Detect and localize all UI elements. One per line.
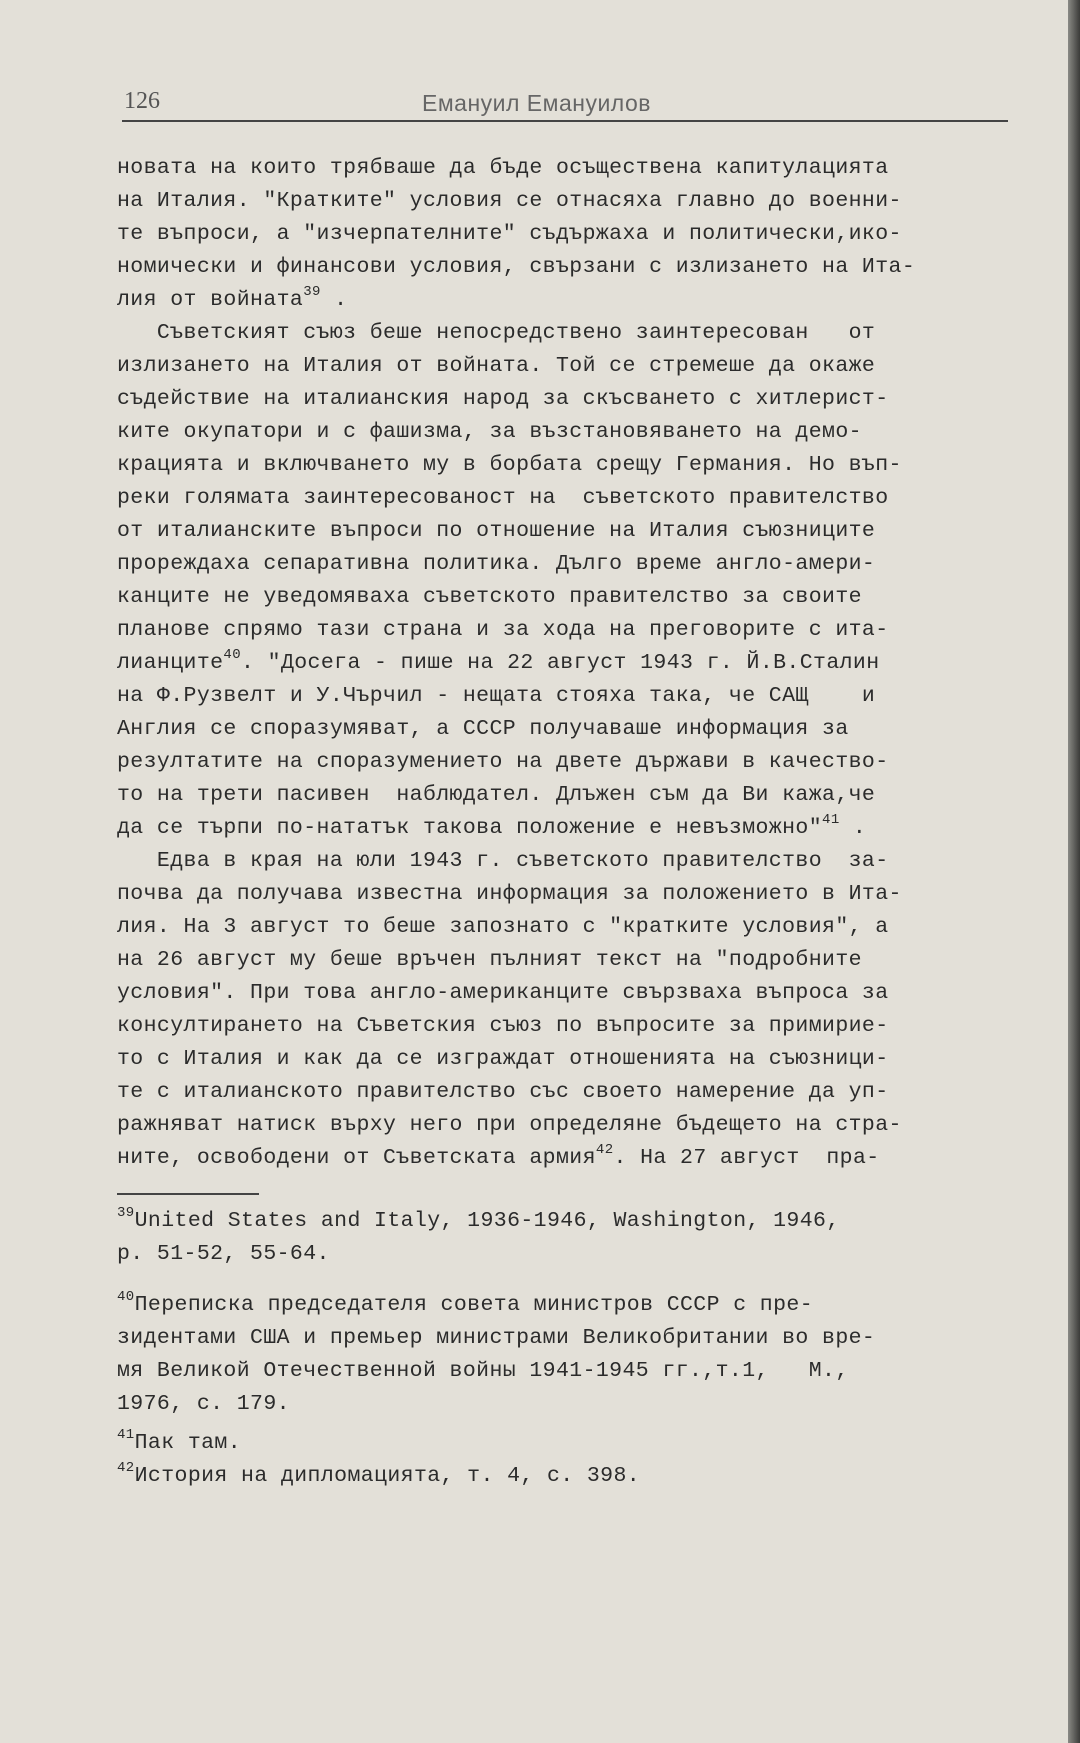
footnote-number: 40 bbox=[117, 1289, 135, 1305]
text-line: условия". При това англо-американците свързваха въпроса за bbox=[117, 981, 889, 1005]
footnote-number: 41 bbox=[117, 1427, 135, 1443]
footnote-text: Переписка председателя совета министров СССР с пре- bbox=[134, 1293, 814, 1317]
text-line: те въпроси, а "изчерпателните" съдържаха и политически,ико- bbox=[117, 222, 902, 246]
text-segment: . bbox=[839, 816, 867, 840]
text-line: крацията и включването му в борбата срещу Германия. Но въп- bbox=[117, 453, 902, 477]
text-line: резултатите на споразумението на двете държави в качество- bbox=[117, 750, 889, 774]
footnotes bbox=[117, 1205, 1017, 1493]
text-line: реки голямата заинтересованост на съветското правителство bbox=[117, 486, 889, 510]
text-line: Едва в края на юли 1943 г. съветското правителство за- bbox=[117, 849, 889, 873]
footnote-text: p. 51-52, 55-64. bbox=[117, 1242, 330, 1266]
footnote-39 bbox=[117, 1205, 1017, 1238]
text-line: излизането на Италия от войната. Той се стремеше да окаже bbox=[117, 354, 876, 378]
running-title: Емануил Емануилов bbox=[422, 90, 651, 116]
footnote-text: мя Великой Отечественной войны 1941-1945 гг.,т.1, М., bbox=[117, 1359, 849, 1383]
footnote-text: зидентами США и премьер министрами Великобритании во вре- bbox=[117, 1326, 876, 1350]
text-line: новата на които трябваше да бъде осъществена капитулацията bbox=[117, 156, 889, 180]
text-line: от италианските въпроси по отношение на Италия съюзниците bbox=[117, 519, 876, 543]
text-line: консултирането на Съветския съюз по въпросите за примирие- bbox=[117, 1014, 889, 1038]
footnote-text: История на дипломацията, т. 4, с. 398. bbox=[134, 1464, 641, 1488]
text-segment: лианците bbox=[117, 651, 224, 675]
footnote-text: United States and Italy, 1936-1946, Washington, 1946, bbox=[134, 1209, 840, 1233]
text-line: Англия се споразумяват, а СССР получаваше информация за bbox=[117, 717, 849, 741]
text-segment: ните, освободени от Съветската армия bbox=[117, 1146, 596, 1170]
text-segment: лия от войната bbox=[117, 288, 304, 312]
text-line: планове спрямо тази страна и за хода на преговорите с ита- bbox=[117, 618, 889, 642]
text-line: Съветският съюз беше непосредствено заинтересован от bbox=[117, 321, 876, 345]
text-segment: . bbox=[320, 288, 348, 312]
footnote-text: 1976, с. 179. bbox=[117, 1392, 290, 1416]
text-line: канците не уведомяваха съветското правителство за своите bbox=[117, 585, 862, 609]
text-segment: . На 27 август пра- bbox=[613, 1146, 880, 1170]
text-line bbox=[117, 647, 1017, 680]
text-line: те с италианското правителство със своето намерение да уп- bbox=[117, 1080, 889, 1104]
text-segment: . "Досега - пише на 22 август 1943 г. Й.В.Сталин bbox=[241, 651, 880, 675]
page-number: 126 bbox=[124, 88, 160, 114]
text-line: номически и финансови условия, свързани с излизането на Ита- bbox=[117, 255, 916, 279]
page-edge-shadow bbox=[1068, 0, 1080, 1743]
footnote-42 bbox=[117, 1460, 1017, 1493]
footnote-number: 39 bbox=[117, 1205, 135, 1221]
text-line bbox=[117, 284, 1017, 317]
text-line: ките окупатори и с фашизма, за възстановяването на демо- bbox=[117, 420, 862, 444]
text-line: почва да получава известна информация за положението в Ита- bbox=[117, 882, 902, 906]
text-line: на Италия. "Кратките" условия се отнасяха главно до военни- bbox=[117, 189, 902, 213]
body-text bbox=[117, 152, 1017, 1175]
text-line: прореждаха сепаративна политика. Дълго време англо-амери- bbox=[117, 552, 876, 576]
text-line: на Ф.Рузвелт и У.Чърчил - нещата стояха така, че САЩ и bbox=[117, 684, 876, 708]
footnote-40 bbox=[117, 1289, 1017, 1322]
text-line: то с Италия и как да се изграждат отношенията на съюзници- bbox=[117, 1047, 889, 1071]
footnote-ref-41: 41 bbox=[822, 812, 840, 828]
text-line: то на трети пасивен наблюдател. Длъжен съм да Ви кажа,че bbox=[117, 783, 876, 807]
text-line: съдействие на италианския народ за скъсването с хитлерист- bbox=[117, 387, 889, 411]
text-line: ражняват натиск върху него при определяне бъдещето на стра- bbox=[117, 1113, 902, 1137]
text-line bbox=[117, 1142, 1017, 1175]
footnote-text: Пак там. bbox=[134, 1431, 242, 1455]
text-line: на 26 август му беше връчен пълният текст на "подробните bbox=[117, 948, 862, 972]
footnote-number: 42 bbox=[117, 1460, 135, 1476]
footnote-41 bbox=[117, 1427, 1017, 1460]
page-header bbox=[122, 88, 1008, 122]
footnote-ref-39: 39 bbox=[303, 284, 321, 300]
text-line bbox=[117, 812, 1017, 845]
footnote-ref-40: 40 bbox=[223, 647, 242, 663]
text-segment: да се търпи по-нататък такова положение е невъзможно" bbox=[117, 816, 823, 840]
text-line: лия. На 3 август то беше запознато с "кратките условия", а bbox=[117, 915, 889, 939]
footnote-divider bbox=[117, 1193, 259, 1195]
footnote-ref-42: 42 bbox=[595, 1142, 614, 1158]
